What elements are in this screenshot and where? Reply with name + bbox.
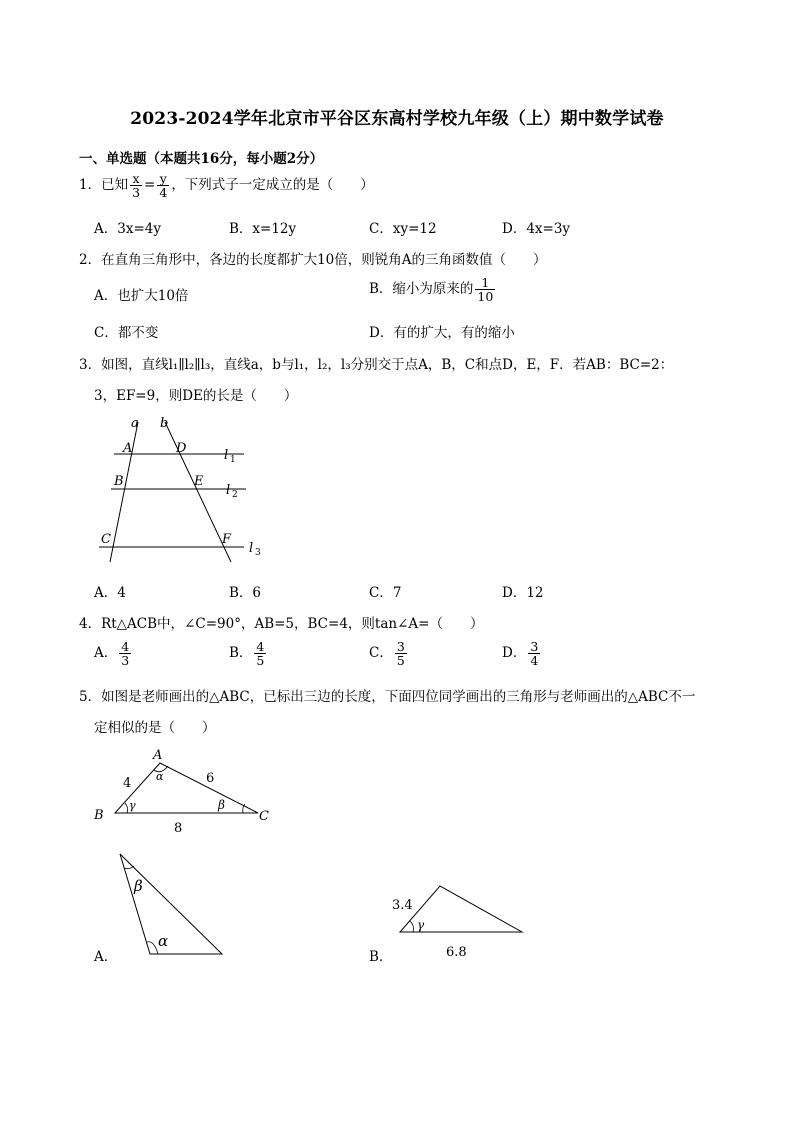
question-3-line-2: 3，EF=9，则DE的长是（ ） <box>94 388 298 404</box>
q3-parallel-lines-figure <box>94 412 274 562</box>
question-5-line-2: 定相似的是（ ） <box>94 720 216 736</box>
q5-teacher-triangle-figure <box>88 745 278 837</box>
label-l3-subscript: 3 <box>255 548 261 558</box>
section-heading: 一、单选题（本题共16分，每小题2分） <box>79 151 324 167</box>
label-E: E <box>194 474 204 489</box>
q4-option-d[interactable] <box>502 640 542 667</box>
q2-option-b[interactable] <box>369 276 497 303</box>
q1-option-b[interactable]: B．x=12y <box>229 221 297 237</box>
q2-option-c[interactable]: C．都不变 <box>94 325 159 341</box>
angle-beta-label: β <box>218 798 225 812</box>
question-4: 4．Rt△ACB中，∠C=90°，AB=5，BC=4，则tan∠A=（ ） <box>79 616 484 632</box>
q4-option-d-label: D． <box>502 645 527 662</box>
page-title: 2023-2024学年北京市平谷区东高村学校九年级（上）期中数学试卷 <box>130 109 664 129</box>
label-b: b <box>160 416 169 431</box>
label-l2-subscript: 2 <box>232 490 238 500</box>
label-C: C <box>101 532 111 547</box>
q4-option-a-label: A． <box>94 645 118 662</box>
vertex-B-label: B <box>94 808 104 823</box>
q4-fraction-3-4: $\frac{3}{4}$ <box>530 639 539 669</box>
q4-fraction-3-5: $\frac{3}{5}$ <box>396 639 405 669</box>
q4-option-b-label: B． <box>229 645 253 662</box>
label-F: F <box>222 532 232 547</box>
q4-option-b[interactable] <box>229 640 268 667</box>
q3-option-d[interactable]: D．12 <box>502 585 544 601</box>
q1-fraction-x-3: $\frac{x}{3}$ <box>132 171 141 201</box>
label-l1-subscript: 1 <box>230 455 236 465</box>
label-D: D <box>176 441 187 456</box>
q2-fraction-1-10: $\frac{1}{10}$ <box>477 275 494 305</box>
label-A: A <box>123 441 133 456</box>
q4-option-c-label: C． <box>369 645 393 662</box>
side-bc-length: 8 <box>174 821 183 836</box>
angle-gamma-arc <box>410 921 414 932</box>
label-a: a <box>131 416 139 431</box>
q4-fraction-4-3: $\frac{4}{3}$ <box>121 639 130 669</box>
question-1 <box>79 172 374 199</box>
question-5-line-1: 5．如图是老师画出的△ABC，已标出三边的长度，下面四位同学画出的三角形与老师画出的△ABC不一 <box>79 689 696 705</box>
label-l1: l <box>224 448 229 463</box>
q5-option-a-triangle[interactable] <box>112 848 232 960</box>
q4-option-c[interactable] <box>369 640 409 667</box>
q5-option-b-triangle[interactable] <box>390 880 530 960</box>
question-2: 2．在直角三角形中，各边的长度都扩大10倍，则锐角A的三角函数值（ ） <box>79 252 547 268</box>
q1-fraction-y-4: $\frac{y}{4}$ <box>159 171 168 201</box>
label-l3: l <box>249 541 254 556</box>
label-B: B <box>114 474 124 489</box>
q2-option-b-text: B．缩小为原来的 <box>369 281 474 298</box>
q3-option-a[interactable]: A．4 <box>94 585 126 601</box>
angle-alpha-label: α <box>156 770 164 783</box>
side-length-3-4: 3.4 <box>392 898 413 913</box>
q4-fraction-4-5: $\frac{4}{5}$ <box>256 639 265 669</box>
q1-suffix: ，下列式子一定成立的是（ ） <box>171 177 374 194</box>
q1-option-d[interactable]: D．4x=3y <box>502 221 571 237</box>
angle-alpha-label: α <box>158 932 169 950</box>
q5-option-a-label[interactable]: A． <box>94 949 118 965</box>
triangle-option-a <box>120 854 222 954</box>
vertex-A-label: A <box>153 748 163 763</box>
q5-option-b-label[interactable]: B． <box>369 949 393 965</box>
q3-option-b[interactable]: B．6 <box>229 585 262 601</box>
angle-gamma-label: γ <box>417 918 425 932</box>
angle-gamma-label: γ <box>129 799 136 812</box>
q2-option-a[interactable]: A．也扩大10倍 <box>94 288 189 304</box>
angle-beta-label: β <box>134 877 143 895</box>
q3-option-c[interactable]: C．7 <box>369 585 402 601</box>
vertex-C-label: C <box>259 809 269 824</box>
triangle-abc <box>115 763 258 813</box>
q2-option-d[interactable]: D．有的扩大，有的缩小 <box>369 325 515 341</box>
side-ac-length: 6 <box>206 771 215 786</box>
q1-option-a[interactable]: A．3x=4y <box>94 221 161 237</box>
q1-option-c[interactable]: C．xy=12 <box>369 221 437 237</box>
q1-prefix: 1．已知 <box>79 177 129 194</box>
q4-option-a[interactable] <box>94 640 133 667</box>
question-3-line-1: 3．如图，直线l₁∥l₂∥l₃，直线a，b与l₁，l₂，l₃分别交于点A，B，C和点D，E，F．若AB：BC=2： <box>79 357 674 373</box>
label-l2: l <box>226 483 231 498</box>
angle-gamma-arc <box>125 803 128 813</box>
side-length-6-8: 6.8 <box>446 945 467 960</box>
side-ab-length: 4 <box>123 776 132 791</box>
q1-equals: = <box>144 177 156 194</box>
